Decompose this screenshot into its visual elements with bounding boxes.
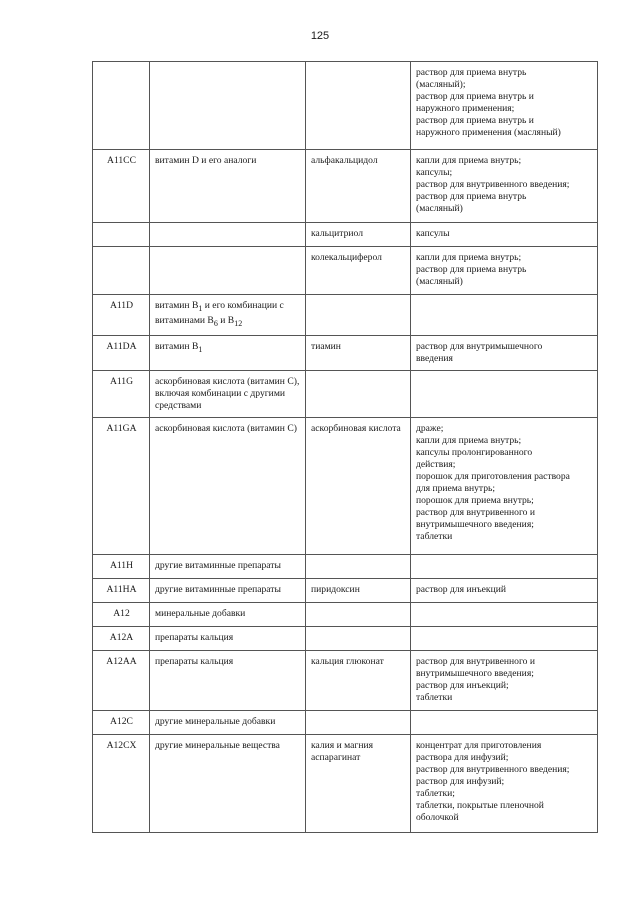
name-text: витамин B xyxy=(155,300,199,311)
drug-name-cell: колекальциферол xyxy=(306,247,411,295)
table-row xyxy=(93,626,598,650)
group-name-cell: другие витаминные препараты xyxy=(150,554,306,578)
table-row xyxy=(93,335,598,370)
dosage-forms-cell: раствор для приема внутрь (масляный); раствор для приема внутрь и наружного применения; раствор для приема внутрь и наружного применения (масляный) xyxy=(411,62,598,150)
dosage-forms-cell xyxy=(411,554,598,578)
table-row xyxy=(93,734,598,832)
dosage-forms-cell: драже; капли для приема внутрь; капсулы пролонгированного действия; порошок для приготовления раствора для приема внутрь; порошок для приема внутрь; раствор для внутривенного и внутримышечного введения; таблетки xyxy=(411,417,598,554)
table-body xyxy=(93,62,598,833)
atc-code-cell: A12 xyxy=(93,602,150,626)
table-row xyxy=(93,247,598,295)
dosage-forms-cell: раствор для внутривенного и внутримышечного введения; раствор для инъекций; таблетки xyxy=(411,650,598,710)
dosage-forms-cell xyxy=(411,370,598,417)
table-row xyxy=(93,554,598,578)
atc-code-cell: A11G xyxy=(93,370,150,417)
table-row xyxy=(93,223,598,247)
name-text: и его комбинации с витаминами B xyxy=(155,300,284,326)
atc-code-cell: A12CX xyxy=(93,734,150,832)
group-name-cell: другие минеральные вещества xyxy=(150,734,306,832)
group-name-cell: аскорбиновая кислота (витамин С), включая комбинации с другими средствами xyxy=(150,370,306,417)
atc-code-cell: A11H xyxy=(93,554,150,578)
table-row xyxy=(93,578,598,602)
group-name-cell: витамин D и его аналоги xyxy=(150,150,306,223)
drug-name-cell xyxy=(306,554,411,578)
drug-name-cell: тиамин xyxy=(306,335,411,370)
dosage-forms-cell: раствор для внутримышечного введения xyxy=(411,335,598,370)
table-row xyxy=(93,417,598,554)
dosage-forms-cell: капли для приема внутрь; раствор для приема внутрь (масляный) xyxy=(411,247,598,295)
drug-name-cell: аскорбиновая кислота xyxy=(306,417,411,554)
table-row xyxy=(93,650,598,710)
atc-code-cell: A11CC xyxy=(93,150,150,223)
dosage-forms-cell: концентрат для приготовления раствора для инфузий; раствор для внутривенного введения; раствор для инфузий; таблетки; таблетки, покрытые пленочной оболочкой xyxy=(411,734,598,832)
drug-name-cell xyxy=(306,370,411,417)
group-name-cell: другие минеральные добавки xyxy=(150,710,306,734)
atc-code-cell xyxy=(93,223,150,247)
dosage-forms-cell: капли для приема внутрь; капсулы; раствор для внутривенного введения; раствор для приема внутрь (масляный) xyxy=(411,150,598,223)
group-name-cell xyxy=(150,247,306,295)
drug-name-cell: калия и магния аспарагинат xyxy=(306,734,411,832)
dosage-forms-cell xyxy=(411,626,598,650)
table-row xyxy=(93,62,598,150)
subscript: 1 xyxy=(198,303,203,313)
drug-name-cell: кальцитриол xyxy=(306,223,411,247)
table-row xyxy=(93,370,598,417)
subscript: 12 xyxy=(234,318,243,328)
drug-table xyxy=(92,61,598,833)
atc-code-cell xyxy=(93,62,150,150)
atc-code-cell: A12C xyxy=(93,710,150,734)
group-name-cell xyxy=(150,335,306,370)
table-row xyxy=(93,150,598,223)
drug-name-cell: альфакальцидол xyxy=(306,150,411,223)
group-name-cell: другие витаминные препараты xyxy=(150,578,306,602)
drug-name-cell: кальция глюконат xyxy=(306,650,411,710)
atc-code-cell: A12AA xyxy=(93,650,150,710)
name-text: витамин B xyxy=(155,340,199,352)
drug-name-cell xyxy=(306,626,411,650)
dosage-forms-cell xyxy=(411,295,598,336)
name-text: и B xyxy=(217,314,235,326)
atc-code-cell: A11HA xyxy=(93,578,150,602)
atc-code-cell: A11GA xyxy=(93,417,150,554)
atc-code-cell: A11DA xyxy=(93,335,150,370)
dosage-forms-cell xyxy=(411,602,598,626)
dosage-forms-cell: капсулы xyxy=(411,223,598,247)
drug-name-cell xyxy=(306,602,411,626)
group-name-cell: препараты кальция xyxy=(150,650,306,710)
atc-code-cell: A12A xyxy=(93,626,150,650)
group-name-cell: минеральные добавки xyxy=(150,602,306,626)
group-name-cell: аскорбиновая кислота (витамин С) xyxy=(150,417,306,554)
drug-name-cell: пиридоксин xyxy=(306,578,411,602)
table-row xyxy=(93,710,598,734)
drug-name-cell xyxy=(306,295,411,336)
subscript: 1 xyxy=(198,344,203,354)
dosage-forms-cell xyxy=(411,710,598,734)
dosage-forms-cell: раствор для инъекций xyxy=(411,578,598,602)
group-name-cell: препараты кальция xyxy=(150,626,306,650)
group-name-cell xyxy=(150,295,306,336)
table-row xyxy=(93,602,598,626)
subscript: 6 xyxy=(213,318,218,328)
atc-code-cell: A11D xyxy=(93,295,150,336)
atc-code-cell xyxy=(93,247,150,295)
page-number: 125 xyxy=(310,30,330,42)
drug-name-cell xyxy=(306,62,411,150)
table-row xyxy=(93,295,598,336)
group-name-cell xyxy=(150,223,306,247)
group-name-cell xyxy=(150,62,306,150)
drug-name-cell xyxy=(306,710,411,734)
